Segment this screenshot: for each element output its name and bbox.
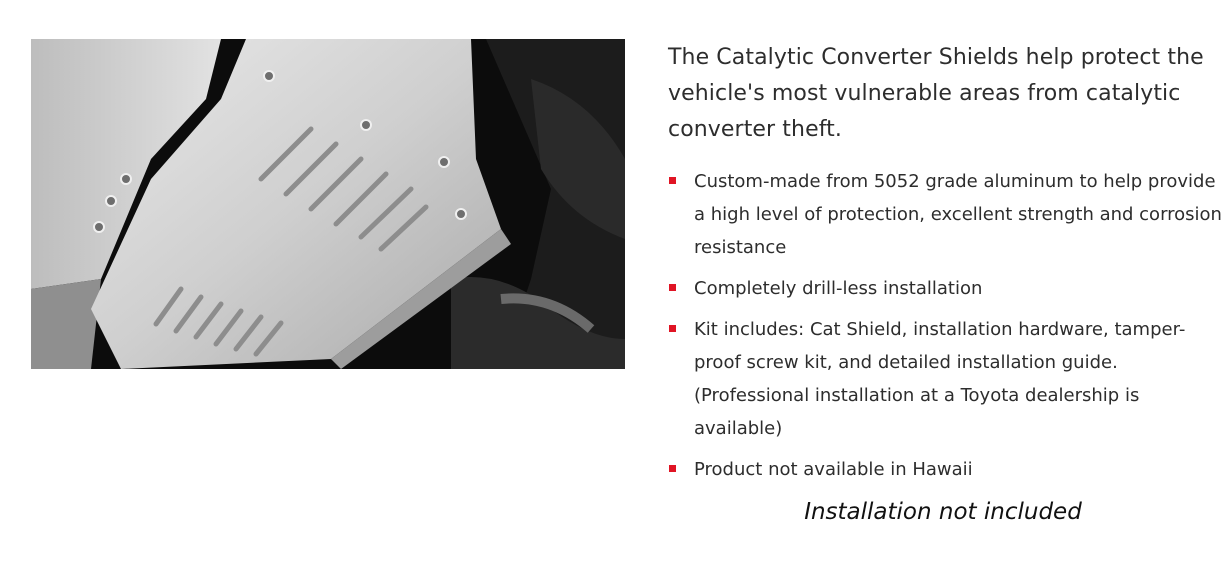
feature-text: Product not available in Hawaii bbox=[694, 459, 973, 480]
feature-list bbox=[668, 165, 1224, 486]
feature-item bbox=[668, 313, 1224, 445]
red-square-bullet-icon bbox=[669, 465, 676, 472]
red-square-bullet-icon bbox=[669, 284, 676, 291]
red-square-bullet-icon bbox=[669, 177, 676, 184]
installation-note: Installation not included bbox=[804, 499, 1082, 525]
red-square-bullet-icon bbox=[669, 325, 676, 332]
feature-item bbox=[668, 165, 1224, 264]
feature-item bbox=[668, 272, 1224, 305]
feature-text: Completely drill-less installation bbox=[694, 278, 983, 299]
feature-text: Custom-made from 5052 grade aluminum to help provide a high level of protection, excellent strength and corrosion resistance bbox=[694, 171, 1222, 258]
feature-item bbox=[668, 453, 1224, 486]
catalytic-shield-illustration bbox=[31, 39, 625, 369]
product-description bbox=[668, 40, 1224, 494]
feature-text: Kit includes: Cat Shield, installation hardware, tamper-proof screw kit, and detailed installation guide. (Professional installation at a Toyota dealership is available) bbox=[694, 319, 1186, 439]
intro-text: The Catalytic Converter Shields help protect the vehicle's most vulnerable areas from catalytic converter theft. bbox=[668, 45, 1204, 142]
product-image bbox=[31, 39, 625, 369]
